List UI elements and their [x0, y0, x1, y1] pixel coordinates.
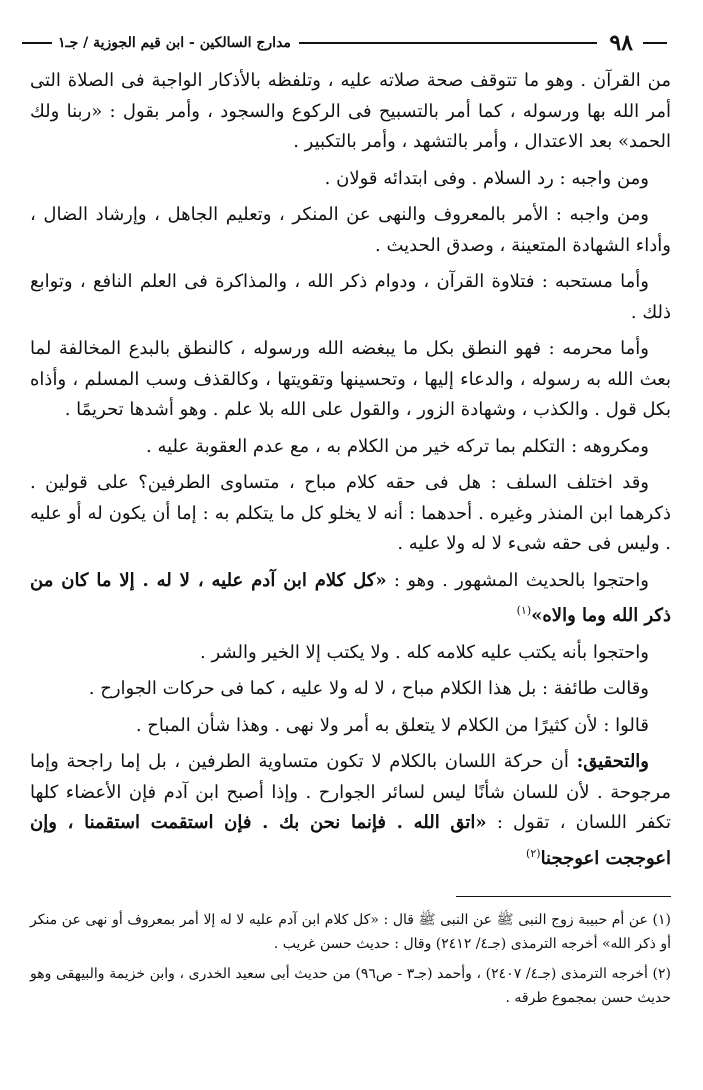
footnote-ref: (١) [516, 604, 532, 617]
hadith-quote: «كل كلام ابن آدم عليه ، لا له . إلا ما كان من ذكر الله وما والاه» [30, 569, 671, 626]
paragraph: ومكروهه : التكلم بما تركه خير من الكلام به ، مع عدم العقوبة عليه . [146, 435, 649, 457]
paragraph: وقد اختلف السلف : هل فى حقه كلام مباح ، متساوى الطرفين؟ على قولين . ذكرهما ابن المنذر وغيره . أحدهما : أنه لا يخلو كل ما يتكلم به : إما أن يكون له أو عليه . وليس فى حقه شىء لا له ولا عليه . [30, 472, 671, 554]
paragraph: وأما محرمه : فهو النطق بكل ما يبغضه الله ورسوله ، كالنطق بالبدع المخالفة لما بعث الله به رسوله ، والدعاء إليها ، وتحسينها وتقويتها ، وكالقذف وسب المسلم ، وأذاه بكل قول . والكذب ، وشهادة الزور ، والقول على الله بلا علم . وهو أشدها تحريمًا . [30, 338, 671, 420]
main-text [30, 66, 671, 880]
tahqiq-text: أن حركة اللسان بالكلام لا تكون متساوية الطرفين ، بل إما راجحة وإما مرجوحة . لأن للسان شأنًا ليس لسائر الجوارح . وإذا أصبح ابن آدم فإن الأعضاء كلها تكفر اللسان ، تقول : [30, 751, 671, 833]
footnote: (٢) أخرجه الترمذى (جـ٤/ ٢٤٠٧) ، وأحمد (جـ٣ - ص٩٦) من حديث أبى سعيد الخدرى ، وابن خزيمة والبيهقى وهو حديث حسن بمجموع طرقه . [30, 966, 671, 1006]
header-dash-right [643, 42, 667, 44]
footnote-separator [456, 896, 671, 897]
page-number: ٩٨ [609, 30, 633, 56]
running-title: مدارج السالكين - ابن قيم الجوزية / جـ١ [58, 35, 291, 51]
paragraph: واحتجوا بأنه يكتب عليه كلامه كله . ولا يكتب إلا الخير والشر . [200, 641, 649, 663]
footnote: (١) عن أم حبيبة زوج النبى ﷺ عن النبى ﷺ قال : «كل كلام ابن آدم عليه لا له إلا أمر بمعروف أو نهى عن منكر أو ذكر الله» أخرجه الترمذى (جـ٤/ ٢٤١٢) وقال : حديث حسن غريب . [30, 912, 671, 952]
footnote-ref: (٢) [526, 846, 541, 860]
hadith-paragraph [30, 566, 671, 632]
header-rule [299, 42, 597, 44]
header-dash-left [22, 42, 52, 44]
paragraph: وأما مستحبه : فتلاوة القرآن ، ودوام ذكر الله ، والمذاكرة فى العلم النافع ، وتوابع ذلك . [30, 271, 671, 323]
paragraph: وقالت طائفة : بل هذا الكلام مباح ، لا له ولا عليه ، كما فى حركات الجوارح . [88, 678, 649, 699]
paragraph: ومن واجبه : الأمر بالمعروف والنهى عن المنكر ، وتعليم الجاهل ، وإرشاد الضال ، وأداء الشهادة المتعينة ، وصدق الحديث . [30, 204, 671, 256]
footnotes [30, 908, 671, 1016]
tahqiq-quote: «اتق الله . فإنما نحن بك . فإن استقمت استقمنا ، وإن اعوججت اعوججنا [30, 812, 671, 869]
paragraph: من القرآن . وهو ما تتوقف صحة صلاته عليه ، وتلفظه بالأذكار الواجبة فى الصلاة التى أمر الله بها ورسوله ، كما أمر بالتسبيح فى الركوع والسجود ، وأمر بقول : «ربنا ولك الحمد» بعد الاعتدال ، وأمر بالتشهد ، وأمر بالتكبير . [30, 70, 671, 152]
paragraph: ومن واجبه : رد السلام . وفى ابتدائه قولان . [324, 167, 649, 189]
page-header [22, 30, 673, 56]
paragraph: قالوا : لأن كثيرًا من الكلام لا يتعلق به أمر ولا نهى . وهذا شأن المباح . [135, 714, 649, 736]
tahqiq-paragraph [30, 747, 671, 874]
hadith-intro: واحتجوا بالحديث المشهور . وهو : [393, 569, 649, 591]
tahqiq-lead: والتحقيق: [576, 751, 649, 772]
